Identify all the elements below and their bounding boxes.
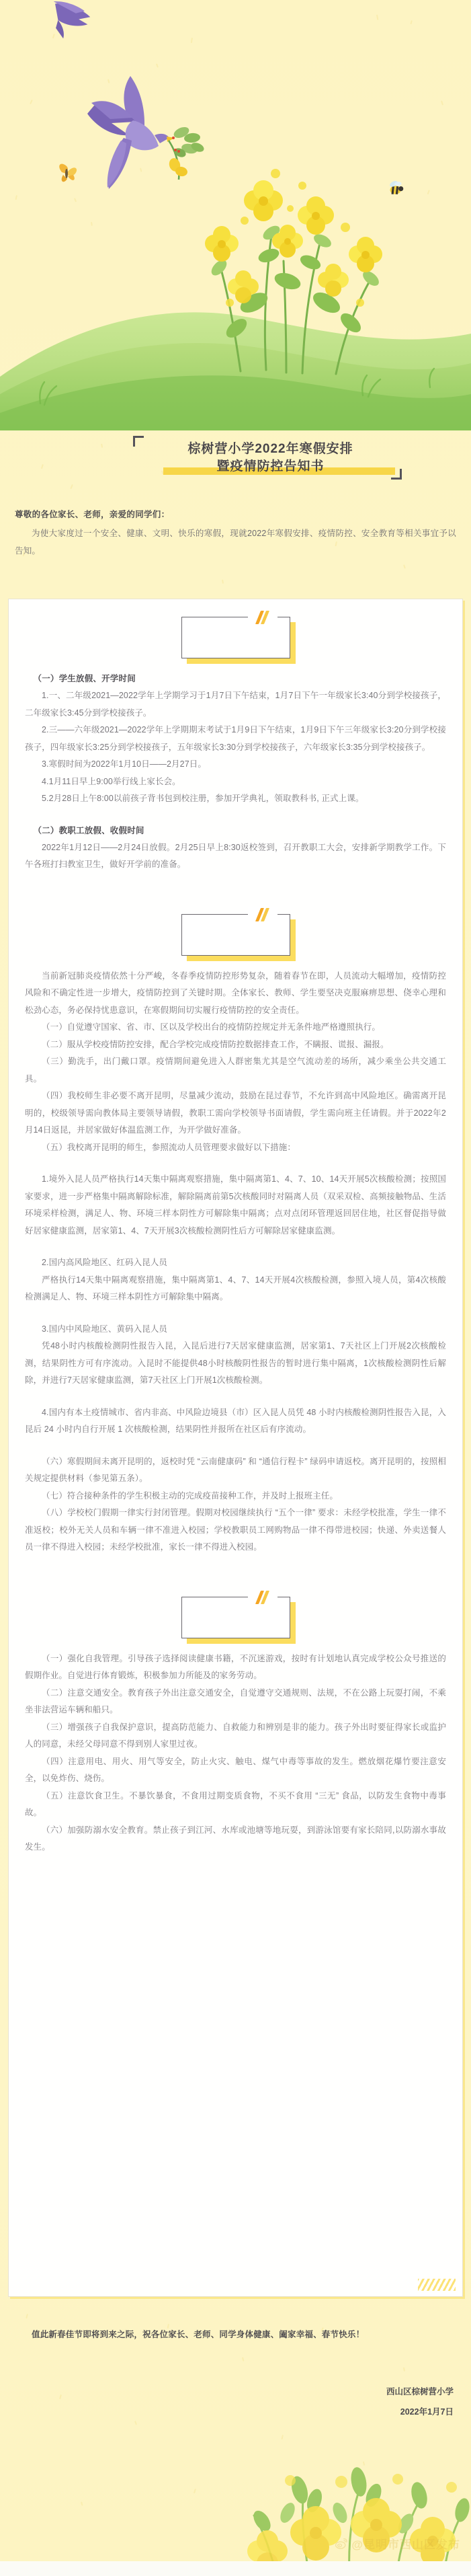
subsection-heading: （二）教职工放假、收假时间 <box>33 825 144 835</box>
content-card <box>8 599 463 2297</box>
body-paragraph: 2.三——六年级2021—2022学年上学期期末考试于1月9日下午结束，1月9日下午三年级家长3:20分到学校接孩子，四年级家长3:25分到学校接孩子，五年级家长3:30分到学校接孩子，六年级家长3:35分到学校接孩子。 <box>25 725 446 752</box>
weibo-icon <box>335 2537 348 2550</box>
section-heading-chip <box>181 1579 290 1651</box>
sections-container <box>9 599 462 1856</box>
salutation: 尊敬的各位家长、老师，亲爱的同学们： <box>15 510 170 519</box>
spacer <box>25 1240 446 1254</box>
document-title-banner <box>0 434 471 501</box>
body-paragraph: 凭48小时内核酸检测阴性报告入昆，入昆后进行7天居家健康监测，居家第1、7天社区上门开展2次核酸检测，结果阴性方可有序流动。入昆时不能提供48小时核酸阴性报告的暂时进行集中隔离，1次核酸检测阴性后解除，并进行7天居家健康监测，第7天社区上门开展1次核酸检测。 <box>25 1341 446 1385</box>
spacer <box>25 1439 446 1453</box>
body-paragraph: （三）勤洗手，出门戴口罩。疫情期间避免进入人群密集尤其是空气流动差的场所，减少乘坐公共交通工具。 <box>25 1057 446 1084</box>
hero-illustration <box>0 0 471 430</box>
spacer <box>25 1556 446 1579</box>
butterfly-icon <box>59 164 77 182</box>
body-paragraph: （三）增强孩子自我保护意识，提高防范能力、自救能力和辨别是非的能力。孩子外出时要征得家长或监护人的同意，未经父母同意不得到别人家里过夜。 <box>25 1722 446 1749</box>
page-title-line-1: 棕树营小学2022年寒假安排 <box>187 442 353 456</box>
signature-date: 2022年1月7日 <box>400 2407 454 2417</box>
section-slash-icon <box>248 907 277 922</box>
body-paragraph: （七）符合接种条件的学生积极主动的完成疫苗接种工作，并及时上报班主任。 <box>42 1490 339 1501</box>
spacer <box>25 1390 446 1404</box>
intro-block <box>15 508 456 560</box>
body-paragraph: 2022年1月12日——2月24日放假。2月25日早上8:30返校签到，召开教职工大会，安排新学期教学工作。下午各班打扫教室卫生，做好开学前的准备。 <box>25 842 446 869</box>
spacer <box>25 1156 446 1171</box>
body-paragraph: 3.国内中风险地区、黄码入昆人员 <box>42 1324 168 1334</box>
body-paragraph: 5.2月28日上午8:00以前孩子背书包到校注册，参加开学典礼，领取教科书, 正式上课。 <box>42 794 364 803</box>
section-heading-box <box>181 914 290 956</box>
body-paragraph: 4.国内有本土疫情城市、省内非高、中风险边境县（市）区入昆人员凭 48 小时内核酸检测阴性报告入昆，入昆后 24 小时内自行开展 1 次核酸检测，结果阴性并报所在社区后有序流动。 <box>25 1407 446 1434</box>
subsection-heading: （一）学生放假、开学时间 <box>33 674 136 683</box>
body-paragraph: （五）我校离开昆明的师生，参照流动人员管理要求做好以下措施： <box>42 1142 296 1152</box>
body-paragraph: 严格执行14天集中隔离观察措施，集中隔离第1、4、7、14天开展4次核酸检测，参照入境人员，第4次核酸检测满足人、物、环境三样本阴性方可解除集中隔离。 <box>25 1275 446 1301</box>
bee-icon <box>389 180 404 194</box>
body-paragraph: （二）注意交通安全。教育孩子外出注意交通安全，自觉遵守交通规则、法规，不在公路上玩耍打闹，不乘坐非法营运车辆和船只。 <box>25 1688 446 1714</box>
body-paragraph: 2.国内高风险地区、红码入昆人员 <box>42 1258 168 1267</box>
spacer <box>25 1306 446 1321</box>
footer-bar <box>0 2561 471 2576</box>
intro-paragraph: 为使大家度过一个安全、健康、文明、快乐的寒假，现就2022年寒假安排、疫情防控、安全教育等相关事宜予以告知。 <box>15 529 456 556</box>
body-paragraph: （四）我校师生非必要不离开昆明，尽量减少流动，鼓励在昆过春节，不允许到高中风险地区。确需离开昆明的，校级领导需向教体局主要领导请假，教职工需向学校领导书面请假，学生需向班主任请假。并于2022年2月14日返昆，并居家做好体温监测工作，为开学做好准备。 <box>25 1091 446 1135</box>
body-paragraph: 1.一、二年级2021—2022学年上学期学习于1月7日下午结束，1月7日下午一年级家长3:40分到学校接孩子，二年级家长3:45分到学校接孩子。 <box>25 691 446 718</box>
section-heading-box <box>181 617 290 658</box>
spacer <box>25 874 446 897</box>
swallow-small-icon <box>54 1 90 38</box>
section-heading-chip <box>181 897 290 968</box>
body-paragraph: （一）强化自我管理。引导孩子选择阅读健康书籍，不沉迷游戏，按时有计划地认真完成学校公众号推送的假期作业。自觉进行体育锻炼，积极参加力所能及的家务劳动。 <box>25 1653 446 1680</box>
spacer <box>25 808 446 823</box>
closing-wish: 值此新春佳节即将到来之际，祝各位家长、老师、同学身体健康、阖家幸福、春节快乐！ <box>32 2330 365 2339</box>
body-paragraph: （六）加强防溺水安全教育。禁止孩子到江河、水库或池塘等地玩耍，到游泳馆要有家长陪同,以防溺水事故发生。 <box>25 1825 446 1852</box>
body-paragraph: （八）学校校门假期一律实行封闭管理。假期对校园继续执行 “五个一律” 要求：未经学校批准，学生一律不准返校；校外无关人员和车辆一律不准进入校园；学校教职员工网购物品一律不得带进校园；快递、外卖送餐人员一律不得进入校园；未经学校批准，家长一律不得进入校园。 <box>25 1508 446 1552</box>
section-heading-box <box>181 1597 290 1638</box>
body-paragraph: 3.寒假时间为2022年1月10日——2月27日。 <box>42 759 206 769</box>
body-paragraph: （一）自觉遵守国家、省、市、区以及学校出台的疫情防控规定并无条件地严格遵照执行。 <box>42 1022 381 1032</box>
section-heading-chip <box>181 599 290 671</box>
section-slash-icon <box>248 1590 277 1605</box>
body-paragraph: 4.1月11日早上9:00举行线上家长会。 <box>42 776 181 786</box>
body-paragraph: 1.境外入昆人员严格执行14天集中隔离观察措施，集中隔离第1、4、7、10、14天开展5次核酸检测；按照国家要求，进一步严格集中隔离解除标准，解除隔离前第5次核酸同时对隔离人员（双采双检、高频接触物品、生活环境采样检测，满足人、物、环境三样本阴性方可解除集中隔离；点对点闭环管理返回居住地，社区督促指导做好居家健康监测，居家第1、4、7天开展3次核酸检测阴性后方可解除居家健康监测。 <box>25 1174 446 1236</box>
body-paragraph: 当前新冠肺炎疫情依然十分严峻，冬春季疫情防控形势复杂，随着春节在即，人员流动大幅增加，疫情防控风险和不确定性进一步增大，疫情防控到了关键时期。全体家长、教师、学生要坚决克服麻痹思想、侥幸心理和松劲心态，务必保持忧患意识，在寒假期间切实履行疫情防控的安全责任。 <box>25 971 446 1015</box>
card-hatch-decoration <box>418 2279 456 2291</box>
page-title-line-2: 暨疫情防控告知书 <box>216 459 325 473</box>
body-paragraph: （四）注意用电、用火、用气等安全，防止火灾、触电、煤气中毒等事故的发生。燃放烟花爆竹要注意安全，以免炸伤、烧伤。 <box>25 1756 446 1783</box>
body-paragraph: （六）寒假期间未离开昆明的，返校时凭 “云南健康码” 和 “通信行程卡” 绿码申请返校。离开昆明的，按照相关规定提供材料（参见第五条）。 <box>25 1456 446 1483</box>
body-paragraph: （二）服从学校疫情防控安排，配合学校完成疫情防控数据排查工作，不瞒报、谎报、漏报。 <box>42 1039 389 1049</box>
body-paragraph: （五）注意饮食卫生。不暴饮暴食，不食用过期变质食物，不买不食用 “三无” 食品，以防发生食物中毒事故。 <box>25 1790 446 1817</box>
signature-organization: 西山区棕树营小学 <box>386 2387 454 2396</box>
section-slash-icon <box>248 610 277 625</box>
watermark <box>335 2535 460 2552</box>
watermark-text: @昆明市西山区发布 <box>351 2538 460 2551</box>
swallow-large-icon <box>87 76 206 189</box>
